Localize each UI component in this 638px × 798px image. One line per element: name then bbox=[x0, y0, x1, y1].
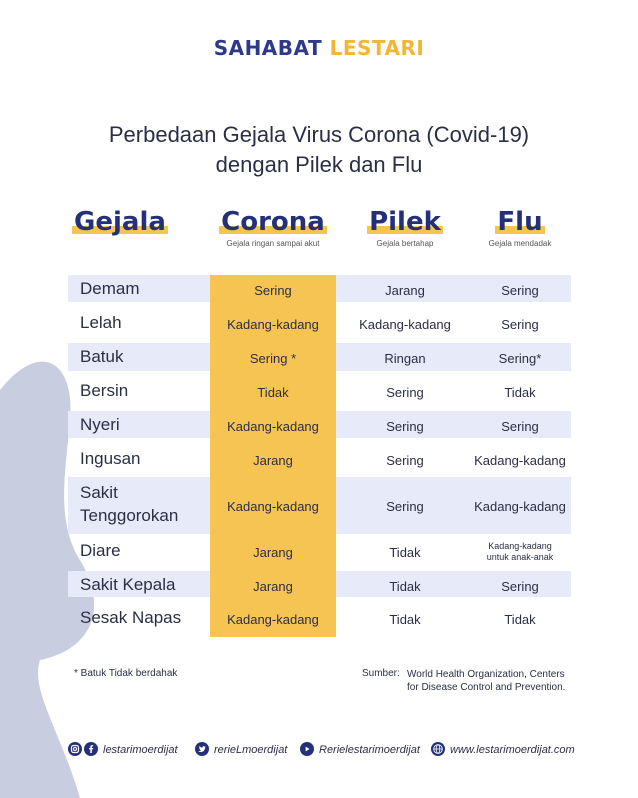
cell-pilek: Sering bbox=[386, 385, 424, 400]
gejala-sakit: Sakit bbox=[80, 483, 118, 502]
cell-flu: Sering bbox=[501, 579, 539, 594]
cell-pilek: Ringan bbox=[384, 351, 426, 366]
instagram-icon bbox=[68, 742, 82, 756]
cell-corona: Kadang-kadang bbox=[227, 612, 319, 627]
cell-corona: Jarang bbox=[253, 579, 293, 594]
source-text bbox=[407, 668, 565, 694]
gejala-batuk: Batuk bbox=[80, 347, 124, 366]
facebook-icon bbox=[84, 742, 98, 756]
cell-flu: Sering bbox=[501, 419, 539, 434]
gejala-sesak-napas: Sesak Napas bbox=[80, 608, 182, 627]
source-line-1: World Health Organization, Centers bbox=[407, 669, 565, 680]
title-line-1: Perbedaan Gejala Virus Corona (Covid-19) bbox=[108, 122, 530, 147]
header-corona-sub: Gejala ringan sampai akut bbox=[226, 239, 320, 248]
social-youtube[interactable]: Rerielestarimoerdijat bbox=[319, 744, 420, 756]
cell-corona: Tidak bbox=[257, 385, 289, 400]
cell-pilek: Kadang-kadang bbox=[359, 317, 451, 332]
gejala-bersin: Bersin bbox=[80, 381, 129, 400]
cell-pilek: Sering bbox=[386, 419, 424, 434]
footnote: * Batuk Tidak berdahak bbox=[74, 668, 178, 679]
gejala-ingusan: Ingusan bbox=[80, 449, 141, 468]
cell-corona: Kadang-kadang bbox=[227, 317, 319, 332]
header-gejala: Gejala bbox=[74, 207, 166, 237]
cell-flu: Tidak bbox=[504, 385, 536, 400]
cell-corona: Kadang-kadang bbox=[227, 499, 319, 514]
social-twitter[interactable]: rerieLmoerdijat bbox=[214, 744, 288, 756]
cell-pilek: Tidak bbox=[389, 612, 421, 627]
cell-flu: Sering bbox=[501, 317, 539, 332]
cell-corona: Sering * bbox=[249, 351, 297, 366]
cell-flu: Tidak bbox=[504, 612, 536, 627]
gejala-sakit-kepala: Sakit Kepala bbox=[80, 575, 176, 594]
gejala-demam: Demam bbox=[80, 279, 140, 298]
header-corona: Corona Gejala ringan sampai akut bbox=[208, 207, 338, 248]
youtube-icon bbox=[300, 742, 314, 756]
gejala-lelah: Lelah bbox=[80, 313, 122, 332]
source-label: Sumber: bbox=[362, 668, 400, 679]
cell-flu: Kadang-kadang bbox=[474, 499, 566, 514]
cell-corona: Jarang bbox=[253, 545, 293, 560]
cell-flu-line2: untuk anak-anak bbox=[486, 552, 554, 562]
twitter-icon bbox=[195, 742, 209, 756]
social-instagram-facebook[interactable]: lestarimoerdijat bbox=[103, 744, 178, 756]
social-website[interactable]: www.lestarimoerdijat.com bbox=[450, 744, 575, 756]
cell-pilek: Jarang bbox=[385, 283, 425, 298]
cell-pilek: Tidak bbox=[389, 545, 421, 560]
gejala-tenggorokan: Tenggorokan bbox=[80, 506, 179, 525]
header-pilek: Pilek Gejala bertahap bbox=[355, 207, 455, 248]
header-flu: Flu Gejala mendadak bbox=[470, 207, 570, 248]
source-line-2: for Disease Control and Prevention. bbox=[407, 682, 566, 693]
cell-flu-line1: Kadang-kadang bbox=[488, 541, 552, 551]
cell-corona: Sering bbox=[254, 283, 292, 298]
page-title bbox=[0, 120, 638, 180]
cell-flu: Sering* bbox=[498, 351, 542, 366]
header-pilek-sub: Gejala bertahap bbox=[376, 239, 434, 248]
gejala-diare: Diare bbox=[80, 541, 121, 560]
brand-logo: SAHABAT LESTARI bbox=[213, 36, 425, 60]
globe-icon bbox=[431, 742, 445, 756]
cell-pilek: Sering bbox=[386, 499, 424, 514]
title-line-2: dengan Pilek dan Flu bbox=[215, 152, 423, 177]
header-flu-sub: Gejala mendadak bbox=[488, 239, 552, 248]
cell-corona: Jarang bbox=[253, 453, 293, 468]
cell-pilek: Sering bbox=[386, 453, 424, 468]
cell-pilek: Tidak bbox=[389, 579, 421, 594]
cell-flu: Sering bbox=[501, 283, 539, 298]
cell-flu bbox=[465, 541, 575, 563]
cell-corona: Kadang-kadang bbox=[227, 419, 319, 434]
gejala-nyeri: Nyeri bbox=[80, 415, 120, 434]
cell-flu: Kadang-kadang bbox=[474, 453, 566, 468]
